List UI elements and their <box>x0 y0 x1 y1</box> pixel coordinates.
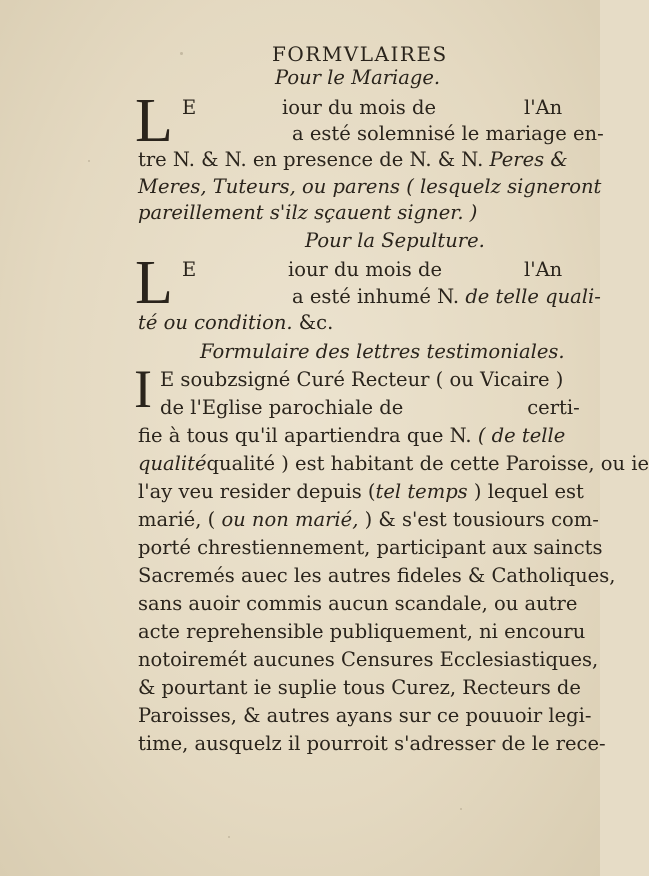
mariage-line-3 <box>138 150 568 170</box>
lettres-line-11: notoiremét aucunes Censures Ecclesiastiques, <box>138 648 599 671</box>
lettres-line-3-text: fie à tous qu'il apartiendra que N. <box>138 424 472 447</box>
lettres-line-12: & pourtant ie suplie tous Curez, Recteurs de <box>138 676 581 699</box>
lettres-drop-initial: I <box>134 359 152 419</box>
sepulture-line-2-text: a esté inhumé N. <box>292 285 460 308</box>
lettres-line-4-text: qualité ) est habitant de cette Paroisse, ou ie <box>206 452 649 475</box>
lettres-line-10: acte reprehensible publiquement, ni encouru <box>138 620 586 643</box>
running-title: FORMVLAIRES <box>272 42 448 66</box>
paper-speck <box>180 52 183 55</box>
mariage-heading: Pour le Mariage. <box>275 66 441 89</box>
lettres-line-4 <box>138 454 649 474</box>
lettres-line-5-tail: ) lequel est <box>473 480 584 503</box>
sepulture-drop-initial: L <box>135 249 173 317</box>
sepulture-heading: Pour la Sepulture. <box>305 229 485 252</box>
lettres-line-5-text: l'ay veu resider depuis ( <box>138 480 376 503</box>
lettres-line-5-italic: tel temps <box>375 480 468 503</box>
lettres-line-3-italic: ( de telle <box>477 424 566 447</box>
lettres-line-6-italic: ou non marié, <box>221 508 359 531</box>
mariage-drop-initial: L <box>135 87 173 155</box>
lettres-line-2: de l'Eglise parochiale de certi- <box>160 396 580 419</box>
lettres-line-7: porté chrestiennement, participant aux saincts <box>138 536 603 559</box>
mariage-line-5: pareillement s'ilz sçauent signer. ) <box>138 201 478 224</box>
sepulture-line-2 <box>292 287 601 307</box>
lettres-line-14: time, ausquelz il pourroit s'adresser de le rece- <box>138 732 606 755</box>
paper-speck <box>228 836 230 838</box>
mariage-line-1c: l'An <box>524 96 563 119</box>
lettres-line-3 <box>138 426 565 446</box>
sepulture-line-2-italic: de telle quali- <box>465 285 601 308</box>
paper-speck <box>460 808 462 810</box>
sepulture-line-1c: l'An <box>524 258 563 281</box>
paper-speck <box>318 740 321 742</box>
mariage-line-1b: iour du mois de <box>282 96 436 119</box>
lettres-line-4-italic: qualité <box>138 452 207 475</box>
lettres-line-6 <box>138 510 599 530</box>
lettres-line-13: Paroisses, & autres ayans sur ce pouuoir legi- <box>138 704 592 727</box>
sepulture-line-1b: iour du mois de <box>288 258 442 281</box>
paper-speck <box>150 548 152 550</box>
mariage-line-2: a esté solemnisé le mariage en- <box>292 122 604 145</box>
lettres-line-9: sans auoir commis aucun scandale, ou autre <box>138 592 578 615</box>
mariage-line-3-italic: Peres & <box>489 148 568 171</box>
mariage-line-3-text: tre N. & N. en presence de N. & N. <box>138 148 484 171</box>
sepulture-line-3-text: &c. <box>298 311 334 334</box>
mariage-line-4: Meres, Tuteurs, ou parens ( lesquelz signeront <box>138 175 602 198</box>
lettres-line-6-tail: ) & s'est tousiours com- <box>364 508 599 531</box>
lettres-line-1: E soubzsigné Curé Recteur ( ou Vicaire ) <box>160 368 564 391</box>
lettres-heading: Formulaire des lettres testimoniales. <box>200 340 565 363</box>
sepulture-line-3 <box>138 313 333 333</box>
paper-speck <box>88 160 90 162</box>
lettres-line-8: Sacremés auec les autres fideles & Catholiques, <box>138 564 616 587</box>
mariage-line-1a: E <box>182 96 197 119</box>
sepulture-line-3-italic: té ou condition. <box>138 311 293 334</box>
lettres-line-6-text: marié, ( <box>138 508 216 531</box>
lettres-line-5 <box>138 482 584 502</box>
sepulture-line-1a: E <box>182 258 197 281</box>
